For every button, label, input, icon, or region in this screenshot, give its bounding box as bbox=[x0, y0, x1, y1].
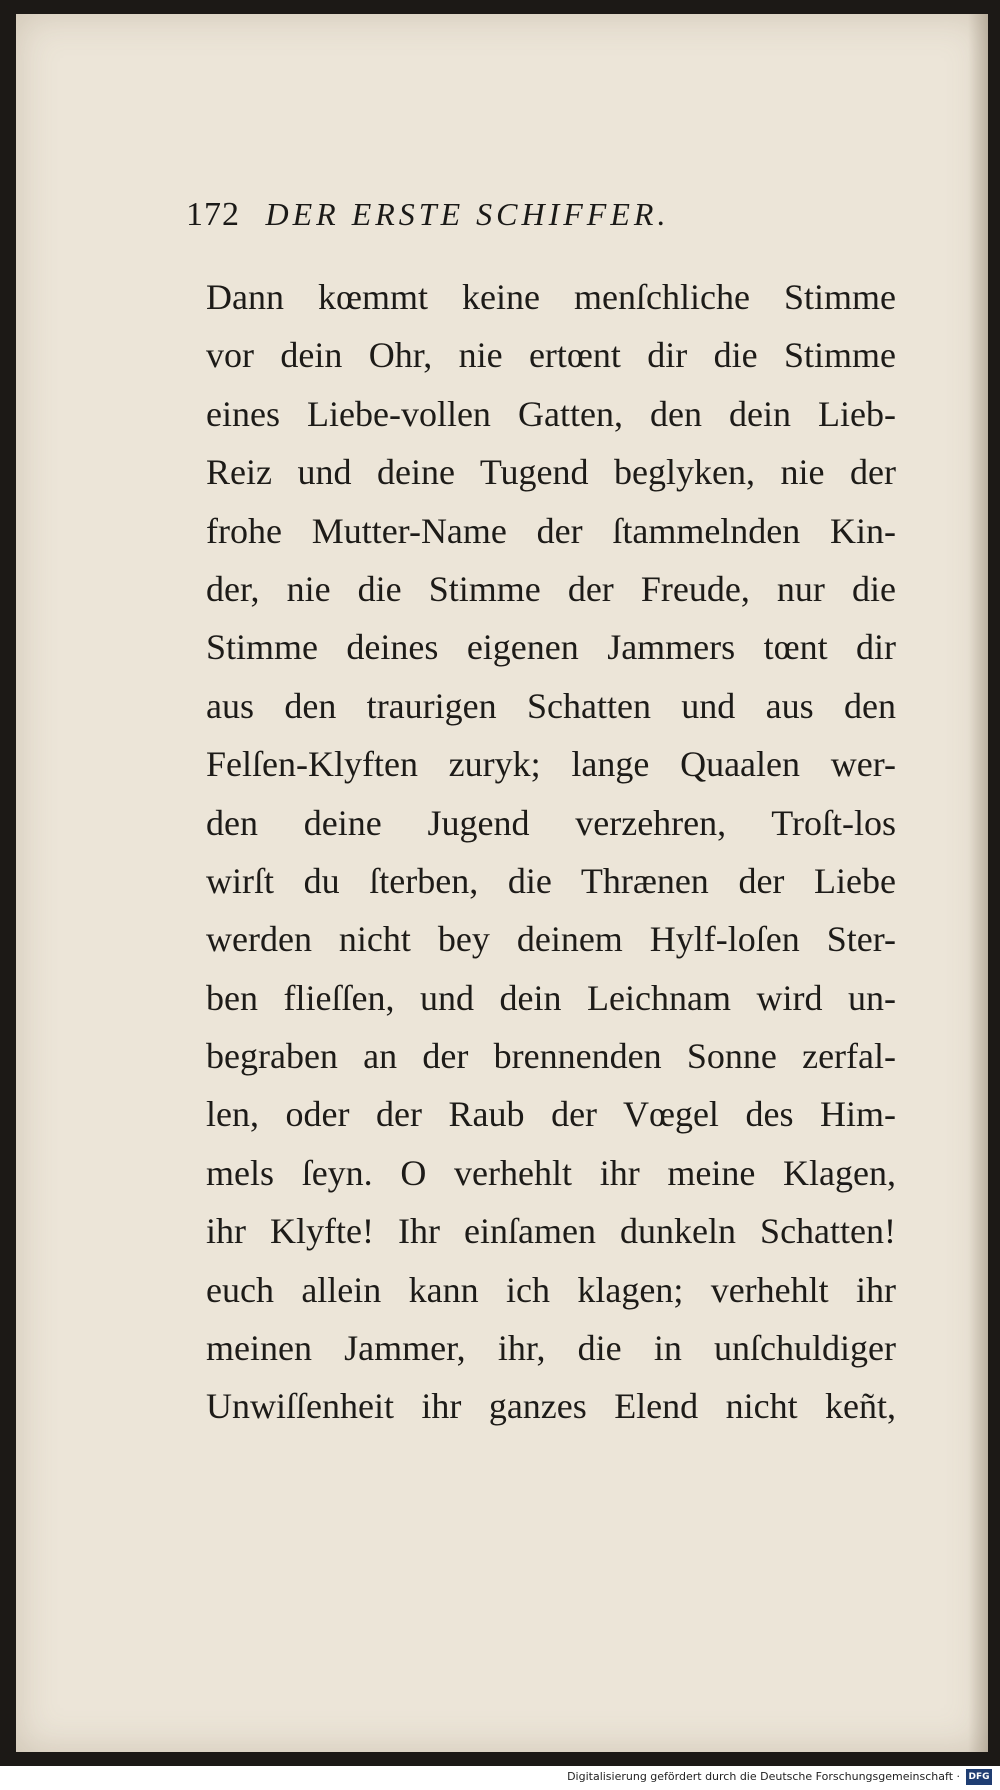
text-line: mels ſeyn. O verhehlt ihr meine Klagen, bbox=[206, 1152, 896, 1193]
text-line: Stimme deines eigenen Jammers tœnt dir bbox=[206, 627, 896, 668]
text-line: ihr Klyfte! Ihr einſamen dunkeln Schatten! bbox=[206, 1211, 896, 1252]
text-line: euch allein kann ich klagen; verhehlt ihr bbox=[206, 1269, 896, 1310]
text-line: Unwiſſenheit ihr ganzes Elend nicht keñt, bbox=[206, 1386, 896, 1427]
text-line: der, nie die Stimme der Freude, nur die bbox=[206, 568, 896, 609]
page-edge-shadow bbox=[968, 14, 988, 1752]
text-line: len, oder der Raub der Vœgel des Him- bbox=[206, 1094, 896, 1135]
running-head bbox=[186, 196, 806, 234]
text-line: Dann kœmmt keine menſchliche Stimme bbox=[206, 277, 896, 317]
text-line: wirſt du ſterben, die Thrænen der Liebe bbox=[206, 860, 896, 901]
running-head-title: DER ERSTE SCHIFFER. bbox=[265, 196, 670, 232]
text-line: Reiz und deine Tugend beglyken, nie der bbox=[206, 452, 896, 493]
text-line: meinen Jammer, ihr, die in unſchuldiger bbox=[206, 1328, 896, 1369]
dfg-logo: DFG bbox=[966, 1769, 992, 1785]
footer-bar bbox=[0, 1766, 1000, 1790]
text-line: werden nicht bey deinem Hylf-loſen Ster- bbox=[206, 919, 896, 960]
text-line: Felſen-Klyften zuryk; lange Quaalen wer- bbox=[206, 744, 896, 785]
page-number: 172 bbox=[186, 196, 240, 233]
text-line: eines Liebe-vollen Gatten, den dein Lieb- bbox=[206, 393, 896, 434]
text-line: frohe Mutter-Name der ſtammelnden Kin- bbox=[206, 510, 896, 551]
text-line: den deine Jugend verzehren, Troſt-los bbox=[206, 802, 896, 843]
text-line: begraben an der brennenden Sonne zerfal- bbox=[206, 1036, 896, 1077]
text-line: vor dein Ohr, nie ertœnt dir die Stimme bbox=[206, 335, 896, 376]
body-text bbox=[206, 268, 896, 1436]
digitization-credit: Digitalisierung gefördert durch die Deutsche Forschungsgemeinschaft · bbox=[567, 1770, 960, 1783]
text-line: ben flieſſen, und dein Leichnam wird un- bbox=[206, 977, 896, 1018]
text-line: aus den traurigen Schatten und aus den bbox=[206, 685, 896, 726]
